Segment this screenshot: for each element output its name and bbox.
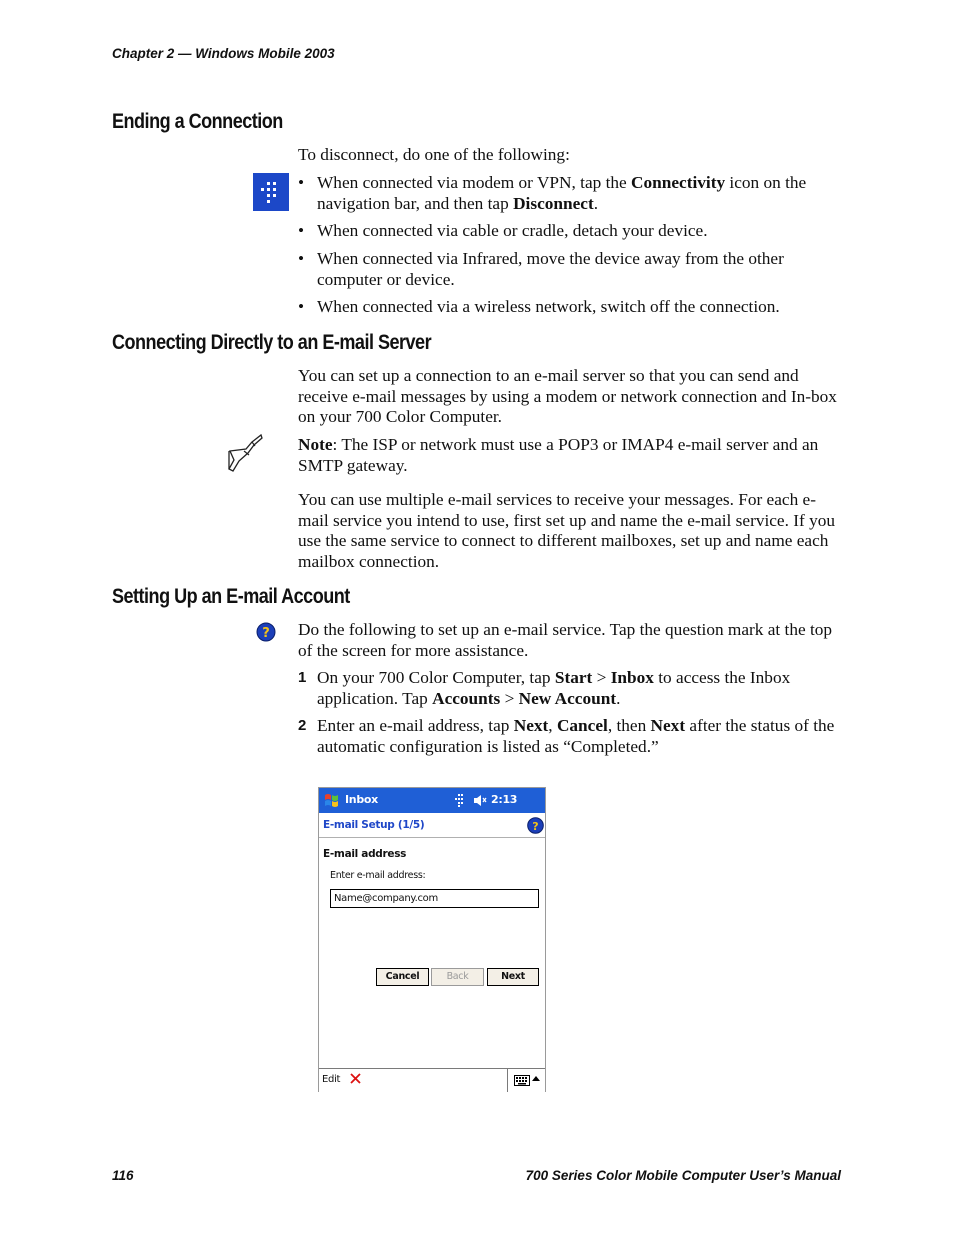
pocketpc-screenshot xyxy=(318,787,546,1092)
bullet-item: • When connected via Infrared, move the device away from the other computer or device. xyxy=(298,249,784,289)
setup-title: E-mail Setup (1/5) xyxy=(323,819,425,831)
email-input[interactable]: Name@company.com xyxy=(330,889,539,908)
enter-email-label: Enter e-mail address: xyxy=(330,870,426,881)
title-bar xyxy=(319,788,545,813)
connectivity-icon xyxy=(253,173,289,211)
app-title: Inbox xyxy=(345,793,378,806)
bullet-item: • When connected via a wireless network, switch off the connection. xyxy=(298,297,780,316)
email-address-label: E-mail address xyxy=(323,848,407,860)
edit-menu[interactable]: Edit xyxy=(322,1074,341,1085)
section1-intro: To disconnect, do one of the following: xyxy=(298,145,570,164)
menu-separator xyxy=(507,1069,508,1092)
running-header: Chapter 2 — Windows Mobile 2003 xyxy=(112,46,335,61)
step-item: 2 Enter an e-mail address, tap Next, Cancel, then Next after the status of the automatic configuration is listed as “Completed.” xyxy=(298,716,835,756)
section2-paragraph-2: You can use multiple e-mail services to receive your messages. For each e-mail service you intend to use, first set up and name the e-mail service. If you use the same service to connect to different mailboxes, set up and name each mailbox connection. xyxy=(298,490,835,571)
help-question-icon xyxy=(256,622,276,642)
connectivity-status-icon[interactable] xyxy=(453,793,465,808)
windows-start-icon[interactable] xyxy=(322,791,341,810)
delete-x-icon[interactable] xyxy=(349,1072,362,1085)
section2-paragraph: You can set up a connection to an e-mail server so that you can send and receive e-mail messages by using a modem or network connection and In-box on your 700 Color Computer. xyxy=(298,366,837,426)
menu-bar xyxy=(319,1068,545,1092)
section-heading-ending-connection: Ending a Connection xyxy=(112,110,283,133)
clock[interactable]: 2:13 xyxy=(491,793,518,806)
note-text: Note: The ISP or network must use a POP3 or IMAP4 e-mail server and an SMTP gateway. xyxy=(298,435,819,475)
divider xyxy=(319,837,545,838)
section3-intro: Do the following to set up an e-mail service. Tap the question mark at the top of the screen for more assistance. xyxy=(298,620,833,660)
note-pencil-icon xyxy=(224,433,264,473)
page-number: 116 xyxy=(112,1168,134,1183)
cancel-button[interactable]: Cancel xyxy=(376,968,429,986)
svg-text:?: ? xyxy=(262,626,270,641)
manual-title: 700 Series Color Mobile Computer User’s Manual xyxy=(525,1168,841,1183)
section-heading-connecting-email-server: Connecting Directly to an E-mail Server xyxy=(112,331,432,354)
keyboard-icon[interactable] xyxy=(514,1075,530,1086)
bullet-item: • When connected via cable or cradle, detach your device. xyxy=(298,221,708,240)
volume-icon[interactable] xyxy=(473,794,487,807)
svg-text:?: ? xyxy=(532,820,539,833)
next-button[interactable]: Next xyxy=(487,968,539,986)
back-button[interactable]: Back xyxy=(431,968,484,986)
input-menu-arrow-icon[interactable] xyxy=(532,1075,540,1083)
section-heading-setup-email-account: Setting Up an E-mail Account xyxy=(112,585,350,608)
help-icon[interactable] xyxy=(527,817,544,834)
bullet-item: • When connected via modem or VPN, tap the Connectivity icon on the navigation bar, and then tap Disconnect. xyxy=(298,173,807,213)
step-item: 1 On your 700 Color Computer, tap Start > Inbox to access the Inbox application. Tap Accounts > New Account. xyxy=(298,668,791,708)
